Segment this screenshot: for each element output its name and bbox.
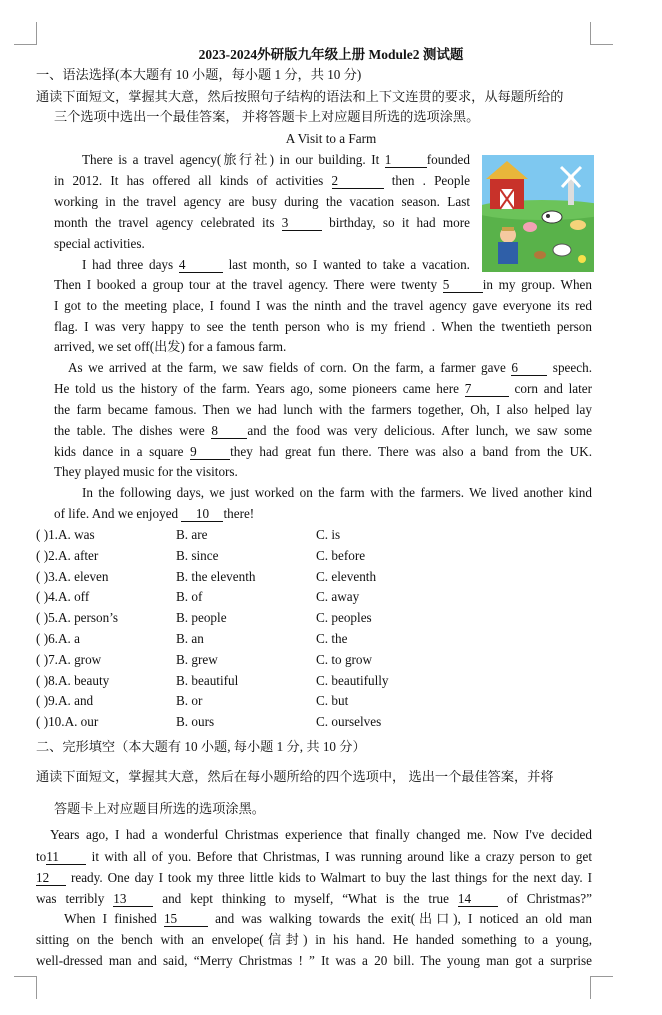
passage-line (82, 151, 470, 168)
question-option-a[interactable]: ( )3.A. eleven (36, 568, 109, 584)
text-run: Years ago, I had a wonderful Christmas experience that finally changed me. Now I've decided (50, 827, 592, 842)
passage-line (82, 256, 470, 273)
text-run: kids dance in a square (54, 444, 191, 459)
passage-line (54, 422, 592, 439)
section2-instruction-line2: 答题卡上对应题目所选的选项涂黑。 (54, 801, 265, 816)
question-option-c[interactable]: C. peoples (316, 610, 372, 626)
passage-line (54, 463, 238, 480)
section2-heading: 二、完形填空（本大题有 10 小题, 每小题 1 分, 共 10 分） (36, 739, 366, 754)
text-run: the table. The dishes were (54, 423, 212, 438)
passage-line (54, 276, 592, 293)
passage-line (54, 193, 470, 210)
passage-line (36, 848, 592, 865)
passage-line (50, 826, 592, 843)
text-run: last month, so I wanted to take a vacation. (222, 257, 470, 272)
question-option-a[interactable]: ( )6.A. a (36, 631, 80, 646)
question-option-c[interactable]: C. beautifully (316, 672, 389, 688)
text-run: the farm became famous. Then we had lunch with the farmers together, Oh, I also helped lay (54, 402, 592, 417)
passage-title: A Visit to a Farm (285, 131, 377, 146)
question-option-a[interactable]: ( )4.A. off (36, 589, 90, 605)
question-option-c[interactable]: C. to grow (316, 651, 373, 667)
passage-line (36, 952, 592, 969)
text-run: was terribly (36, 891, 114, 906)
text-run: arrived, we set off(出发) for a famous farm. (54, 339, 287, 354)
answer-blank[interactable]: 1 (385, 153, 427, 168)
text-run: I had three days (82, 257, 179, 272)
text-run: working in the travel agency are busy during the vacation season. Last (54, 194, 470, 209)
answer-blank[interactable]: 11 (46, 850, 86, 865)
answer-blank[interactable]: 3 (282, 216, 322, 231)
passage-line (54, 338, 286, 355)
passage-line (54, 401, 592, 418)
answer-blank[interactable]: 4 (179, 258, 223, 273)
answer-blank[interactable]: 6 (511, 361, 547, 376)
section2-instruction-line1: 通读下面短文，掌握其大意，然后在每小题所给的四个选项中， 选出一个最佳答案，并将 (36, 769, 554, 784)
passage-line (82, 484, 592, 501)
question-option-c[interactable]: C. is (316, 527, 341, 542)
text-run: then . People (383, 173, 470, 188)
question-option-c[interactable]: C. the (316, 631, 348, 646)
passage-line (54, 214, 470, 231)
text-run: of life. And we enjoyed (54, 506, 182, 521)
question-option-a[interactable]: ( )1.A. was (36, 527, 95, 542)
question-option-a[interactable]: ( )9.A. and (36, 693, 94, 709)
answer-blank[interactable]: 10 (181, 507, 223, 522)
question-option-b[interactable]: B. are (176, 527, 208, 542)
answer-blank[interactable]: 7 (465, 382, 509, 397)
crop-mark-top-left (14, 22, 37, 45)
text-run: When I finished (64, 911, 164, 926)
text-run: to (36, 849, 47, 864)
passage-line (54, 318, 592, 335)
passage-line (54, 443, 592, 460)
question-option-a[interactable]: ( )2.A. after (36, 547, 99, 563)
text-run: He told us the history of the farm. Years ago, some pioneers came here (54, 381, 465, 396)
text-run: in my group. When (482, 277, 593, 292)
passage-line (54, 380, 592, 397)
passage-line (54, 297, 592, 314)
text-run: and kept thinking to myself, “What is the true (153, 891, 458, 906)
question-option-a[interactable]: ( )7.A. grow (36, 651, 102, 667)
section1-instruction-line2: 三个选项中选出一个最佳答案， 并将答题卡上对应题目所选的选项涂黑。 (54, 109, 480, 124)
text-run: month the travel agency celebrated its (54, 215, 282, 230)
passage-line (54, 505, 254, 522)
passage-line (64, 910, 592, 927)
passage-line (54, 172, 470, 189)
question-option-a[interactable]: ( )8.A. beauty (36, 672, 110, 688)
question-option-c[interactable]: C. away (316, 589, 360, 605)
question-option-c[interactable]: C. but (316, 693, 349, 709)
passage-line (68, 359, 592, 376)
answer-blank[interactable]: 14 (458, 892, 498, 907)
question-option-b[interactable]: B. grew (176, 651, 218, 667)
question-option-a[interactable]: ( )10.A. our (36, 714, 99, 730)
text-run: They played music for the visitors. (54, 464, 238, 479)
text-run: flag. I was very happy to see the tenth person who is my friend . When the twentieth person (54, 319, 592, 334)
question-option-a[interactable]: ( )5.A. person’s (36, 610, 119, 626)
crop-mark-top-right (590, 22, 613, 45)
text-run: ready. One day I took my three little kids to Walmart to buy the last things for the next day. I (66, 870, 592, 885)
passage-line (54, 235, 145, 252)
text-run: special activities. (54, 236, 145, 251)
answer-blank[interactable]: 12 (36, 871, 66, 886)
text-run: I got to the meeting place, I found I was the ninth and the travel agency gave everyone its red (54, 298, 592, 313)
text-run: In the following days, we just worked on the farm with the farmers. We lived another kind (82, 485, 592, 500)
question-option-c[interactable]: C. eleventh (316, 568, 377, 584)
answer-blank[interactable]: 8 (211, 424, 247, 439)
question-option-b[interactable]: B. or (176, 693, 203, 709)
text-run: and the food was very delicious. After lunch, we saw some (247, 423, 593, 438)
text-run: Then I booked a group tour at the travel agency. There were twenty (54, 277, 443, 292)
text-run: founded (426, 152, 470, 167)
text-run: There is a travel agency(旅行社) in our building. It (82, 152, 385, 167)
crop-mark-bottom-left (14, 976, 37, 999)
page-title: 2023-2024外研版九年级上册 Module2 测试题 (198, 47, 464, 62)
question-option-b[interactable]: B. beautiful (176, 672, 239, 688)
text-run: well-dressed man and said, “Merry Christmas ! ” It was a 20 bill. The young man got a surprise (36, 953, 592, 968)
section1-heading: 一、语法选择(本大题有 10 小题，每小题 1 分，共 10 分) (36, 67, 362, 82)
text-run: and was walking towards the exit(出口), I noticed an old man (207, 911, 592, 926)
text-run: it with all of you. Before that Christmas, I was running around like a crazy person to get (86, 849, 592, 864)
question-option-c[interactable]: C. ourselves (316, 714, 382, 730)
question-option-b[interactable]: B. an (176, 631, 204, 646)
answer-blank[interactable]: 9 (190, 445, 230, 460)
text-run: in 2012. It has offered all kinds of activities (54, 173, 332, 188)
question-option-b[interactable]: B. ours (176, 714, 215, 730)
question-option-b[interactable]: B. people (176, 610, 227, 626)
passage-line (36, 931, 592, 948)
question-option-c[interactable]: C. before (316, 547, 366, 563)
text-run: of Christmas?” (497, 891, 592, 906)
answer-blank[interactable]: 2 (332, 174, 384, 189)
text-run: speech. (547, 360, 592, 375)
text-run: they had great fun there. There was also a band from the UK. (230, 444, 592, 459)
answer-blank[interactable]: 15 (164, 912, 208, 927)
answer-blank[interactable]: 5 (443, 278, 483, 293)
passage-line (36, 869, 592, 886)
crop-mark-bottom-right (590, 976, 613, 999)
text-run: sitting on the bench with an envelope(信封) in his hand. He handed something to a young, (36, 932, 592, 947)
question-option-b[interactable]: B. of (176, 589, 203, 605)
answer-blank[interactable]: 13 (113, 892, 153, 907)
section1-instruction-line1: 通读下面短文，掌握其大意，然后按照句子结构的语法和上下文连贯的要求，从每题所给的 (36, 89, 564, 104)
text-run: there! (223, 506, 255, 521)
text-run: corn and later (508, 381, 592, 396)
question-option-b[interactable]: B. the eleventh (176, 568, 256, 584)
passage-line (36, 890, 592, 907)
farm-illustration (482, 155, 594, 272)
text-run: birthday, so it had more (321, 215, 470, 230)
text-run: As we arrived at the farm, we saw fields of corn. On the farm, a farmer gave (68, 360, 512, 375)
question-option-b[interactable]: B. since (176, 547, 219, 563)
